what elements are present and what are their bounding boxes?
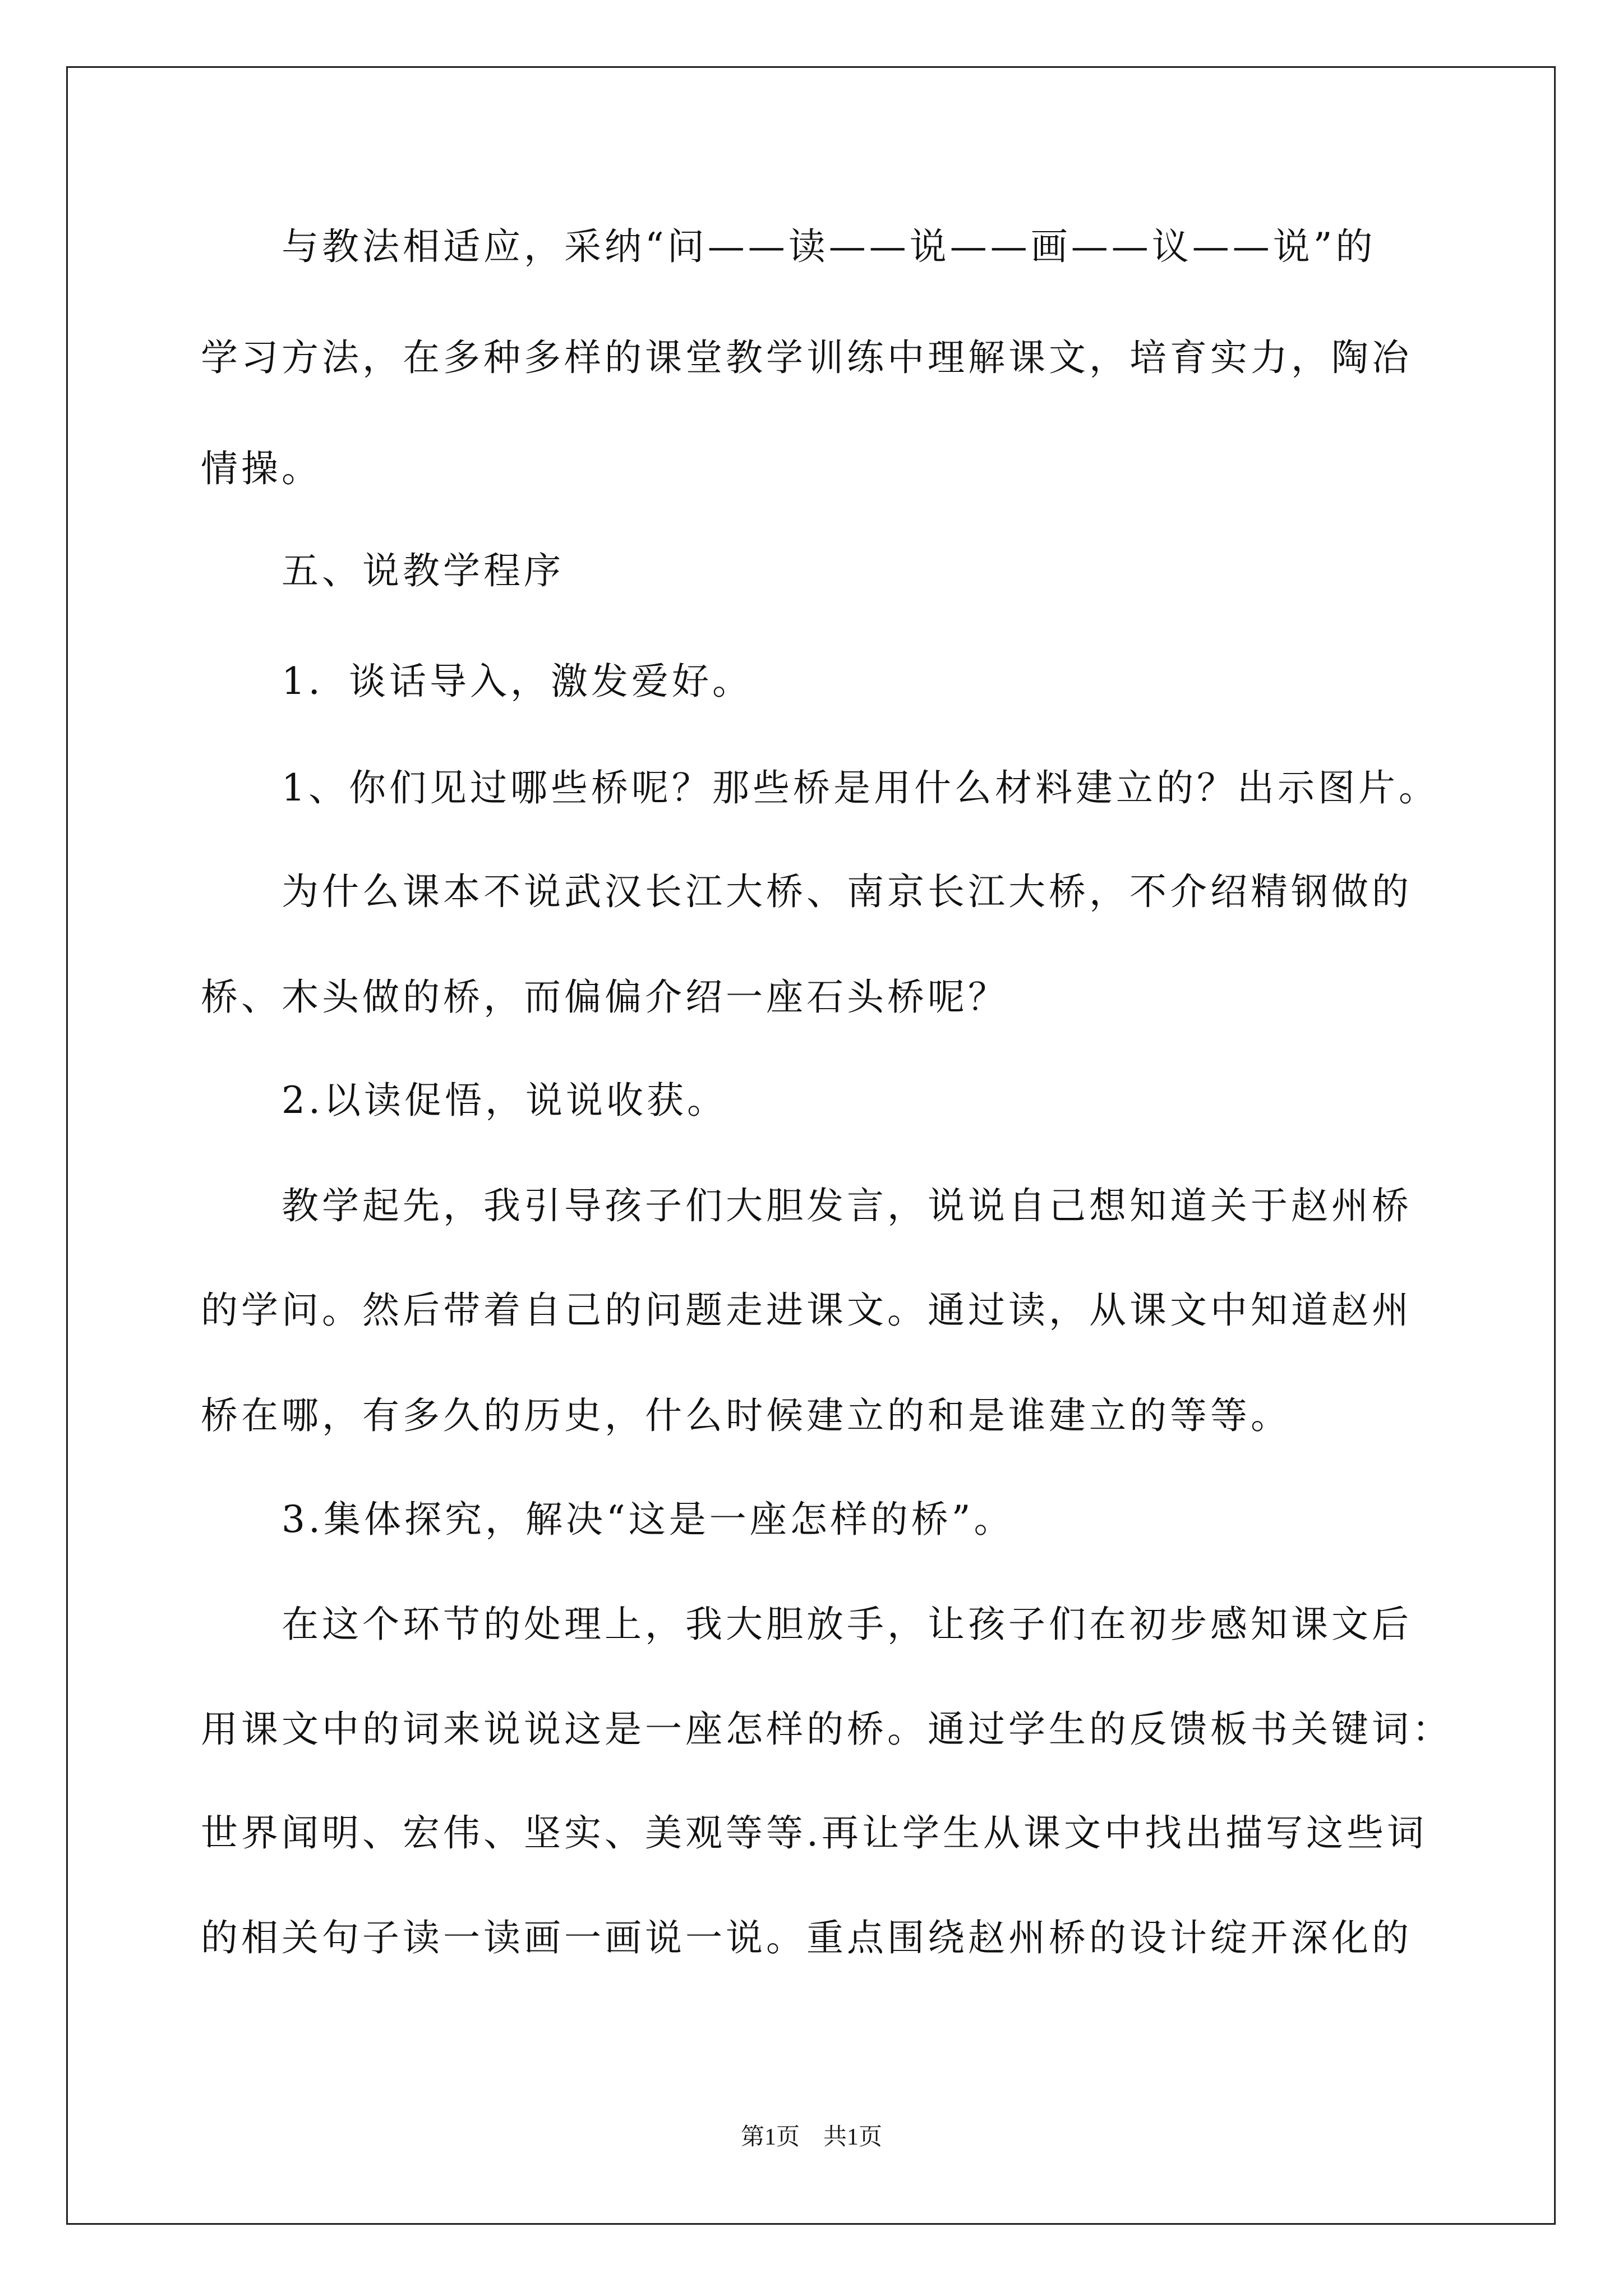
text-line: 情操。 bbox=[201, 447, 322, 490]
text-line: 1、你们见过哪些桥呢？那些桥是用什么材料建立的？出示图片。 bbox=[282, 766, 1439, 809]
text-line: 2.以读促悟，说说收获。 bbox=[282, 1079, 727, 1122]
text-line: 3.集体探究，解决“这是一座怎样的桥”。 bbox=[282, 1498, 1015, 1541]
section-heading: 五、说教学程序 bbox=[282, 549, 564, 592]
text-line: 用课文中的词来说说这是一座怎样的桥。通过学生的反馈板书关键词： bbox=[201, 1708, 1453, 1751]
text-line: 世界闻明、宏伟、坚实、美观等等.再让学生从课文中找出描写这些词 bbox=[201, 1811, 1427, 1855]
text-line: 在这个环节的处理上，我大胆放手，让孩子们在初步感知课文后 bbox=[282, 1603, 1412, 1646]
page-border bbox=[66, 66, 1556, 2225]
page-footer: 第1页 共1页 bbox=[740, 2124, 882, 2150]
text-line: 桥、木头做的桥，而偏偏介绍一座石头桥呢？ bbox=[201, 976, 1008, 1019]
text-line: 学习方法，在多种多样的课堂教学训练中理解课文，培育实力，陶冶 bbox=[201, 336, 1412, 379]
text-line: 桥在哪，有多久的历史，什么时候建立的和是谁建立的等等。 bbox=[201, 1394, 1291, 1437]
text-line: 的相关句子读一读画一画说一说。重点围绕赵州桥的设计绽开深化的 bbox=[201, 1916, 1412, 1959]
text-line: 为什么课本不说武汉长江大桥、南京长江大桥，不介绍精钢做的 bbox=[282, 870, 1412, 913]
text-line: 的学问。然后带着自己的问题走进课文。通过读，从课文中知道赵州 bbox=[201, 1289, 1412, 1332]
text-line: 教学起先，我引导孩子们大胆发言，说说自己想知道关于赵州桥 bbox=[282, 1184, 1412, 1227]
text-line: 与教法相适应，采纳“问——读——说——画——议——说”的 bbox=[282, 225, 1376, 268]
text-line: 1．谈话导入，激发爱好。 bbox=[282, 660, 753, 703]
